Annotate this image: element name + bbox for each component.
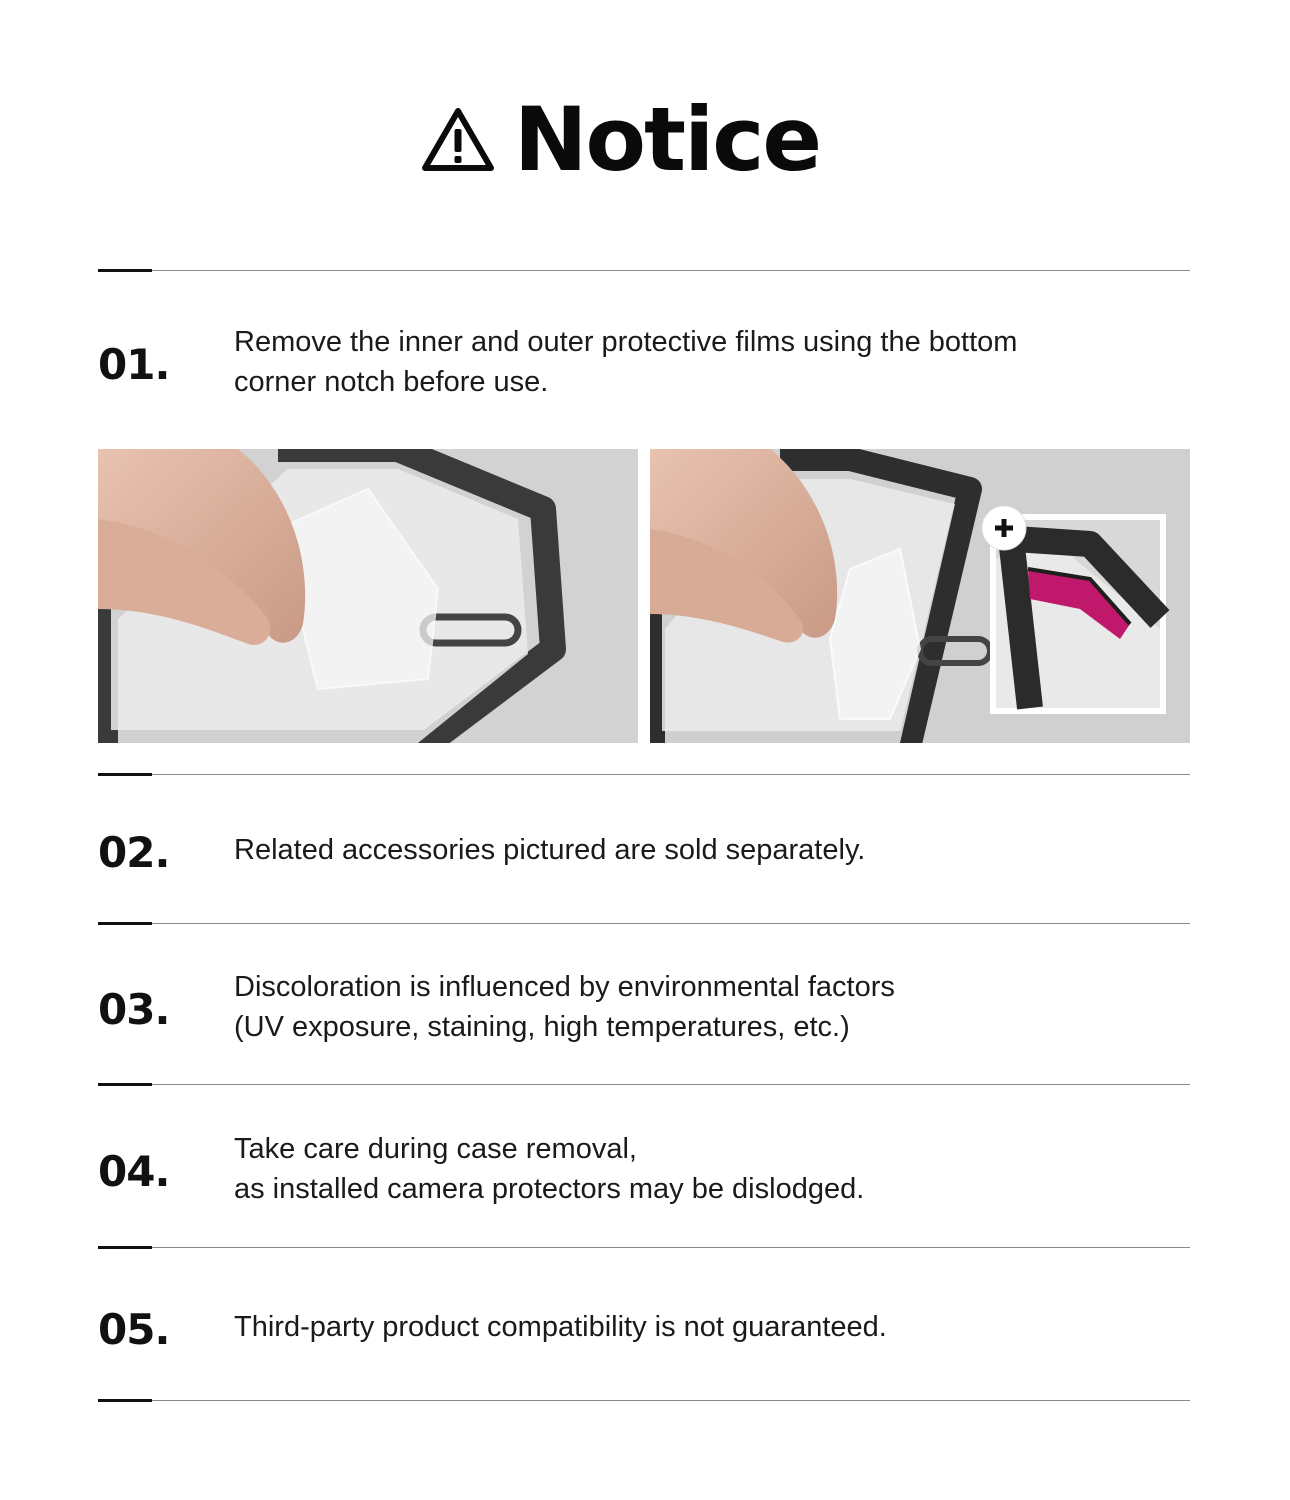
item-number: 03.	[98, 985, 170, 1034]
item-text: Remove the inner and outer protective films using the bottom corner notch before use.	[234, 326, 1018, 398]
item-number: 01.	[98, 340, 170, 389]
divider	[98, 1083, 1190, 1086]
divider	[98, 269, 1190, 272]
page-title: Notice	[513, 88, 821, 191]
item-number: 05.	[98, 1305, 170, 1354]
item-text: Discoloration is influenced by environmental factors (UV exposure, staining, high temperatures, etc.)	[234, 971, 895, 1043]
item-text: Related accessories pictured are sold separately.	[234, 834, 866, 866]
divider	[98, 1246, 1190, 1249]
item-number: 04.	[98, 1147, 170, 1196]
photo-peel-film-left	[98, 449, 638, 743]
item-number: 02.	[98, 828, 170, 877]
notice-header	[0, 88, 1240, 191]
divider	[98, 922, 1190, 925]
warning-triangle-icon	[420, 105, 496, 175]
divider	[98, 773, 1190, 776]
divider	[98, 1399, 1190, 1402]
item-text: Third-party product compatibility is not guaranteed.	[234, 1311, 887, 1343]
item-text: Take care during case removal, as installed camera protectors may be dislodged.	[234, 1133, 865, 1205]
photo-peel-film-right	[650, 449, 1190, 743]
